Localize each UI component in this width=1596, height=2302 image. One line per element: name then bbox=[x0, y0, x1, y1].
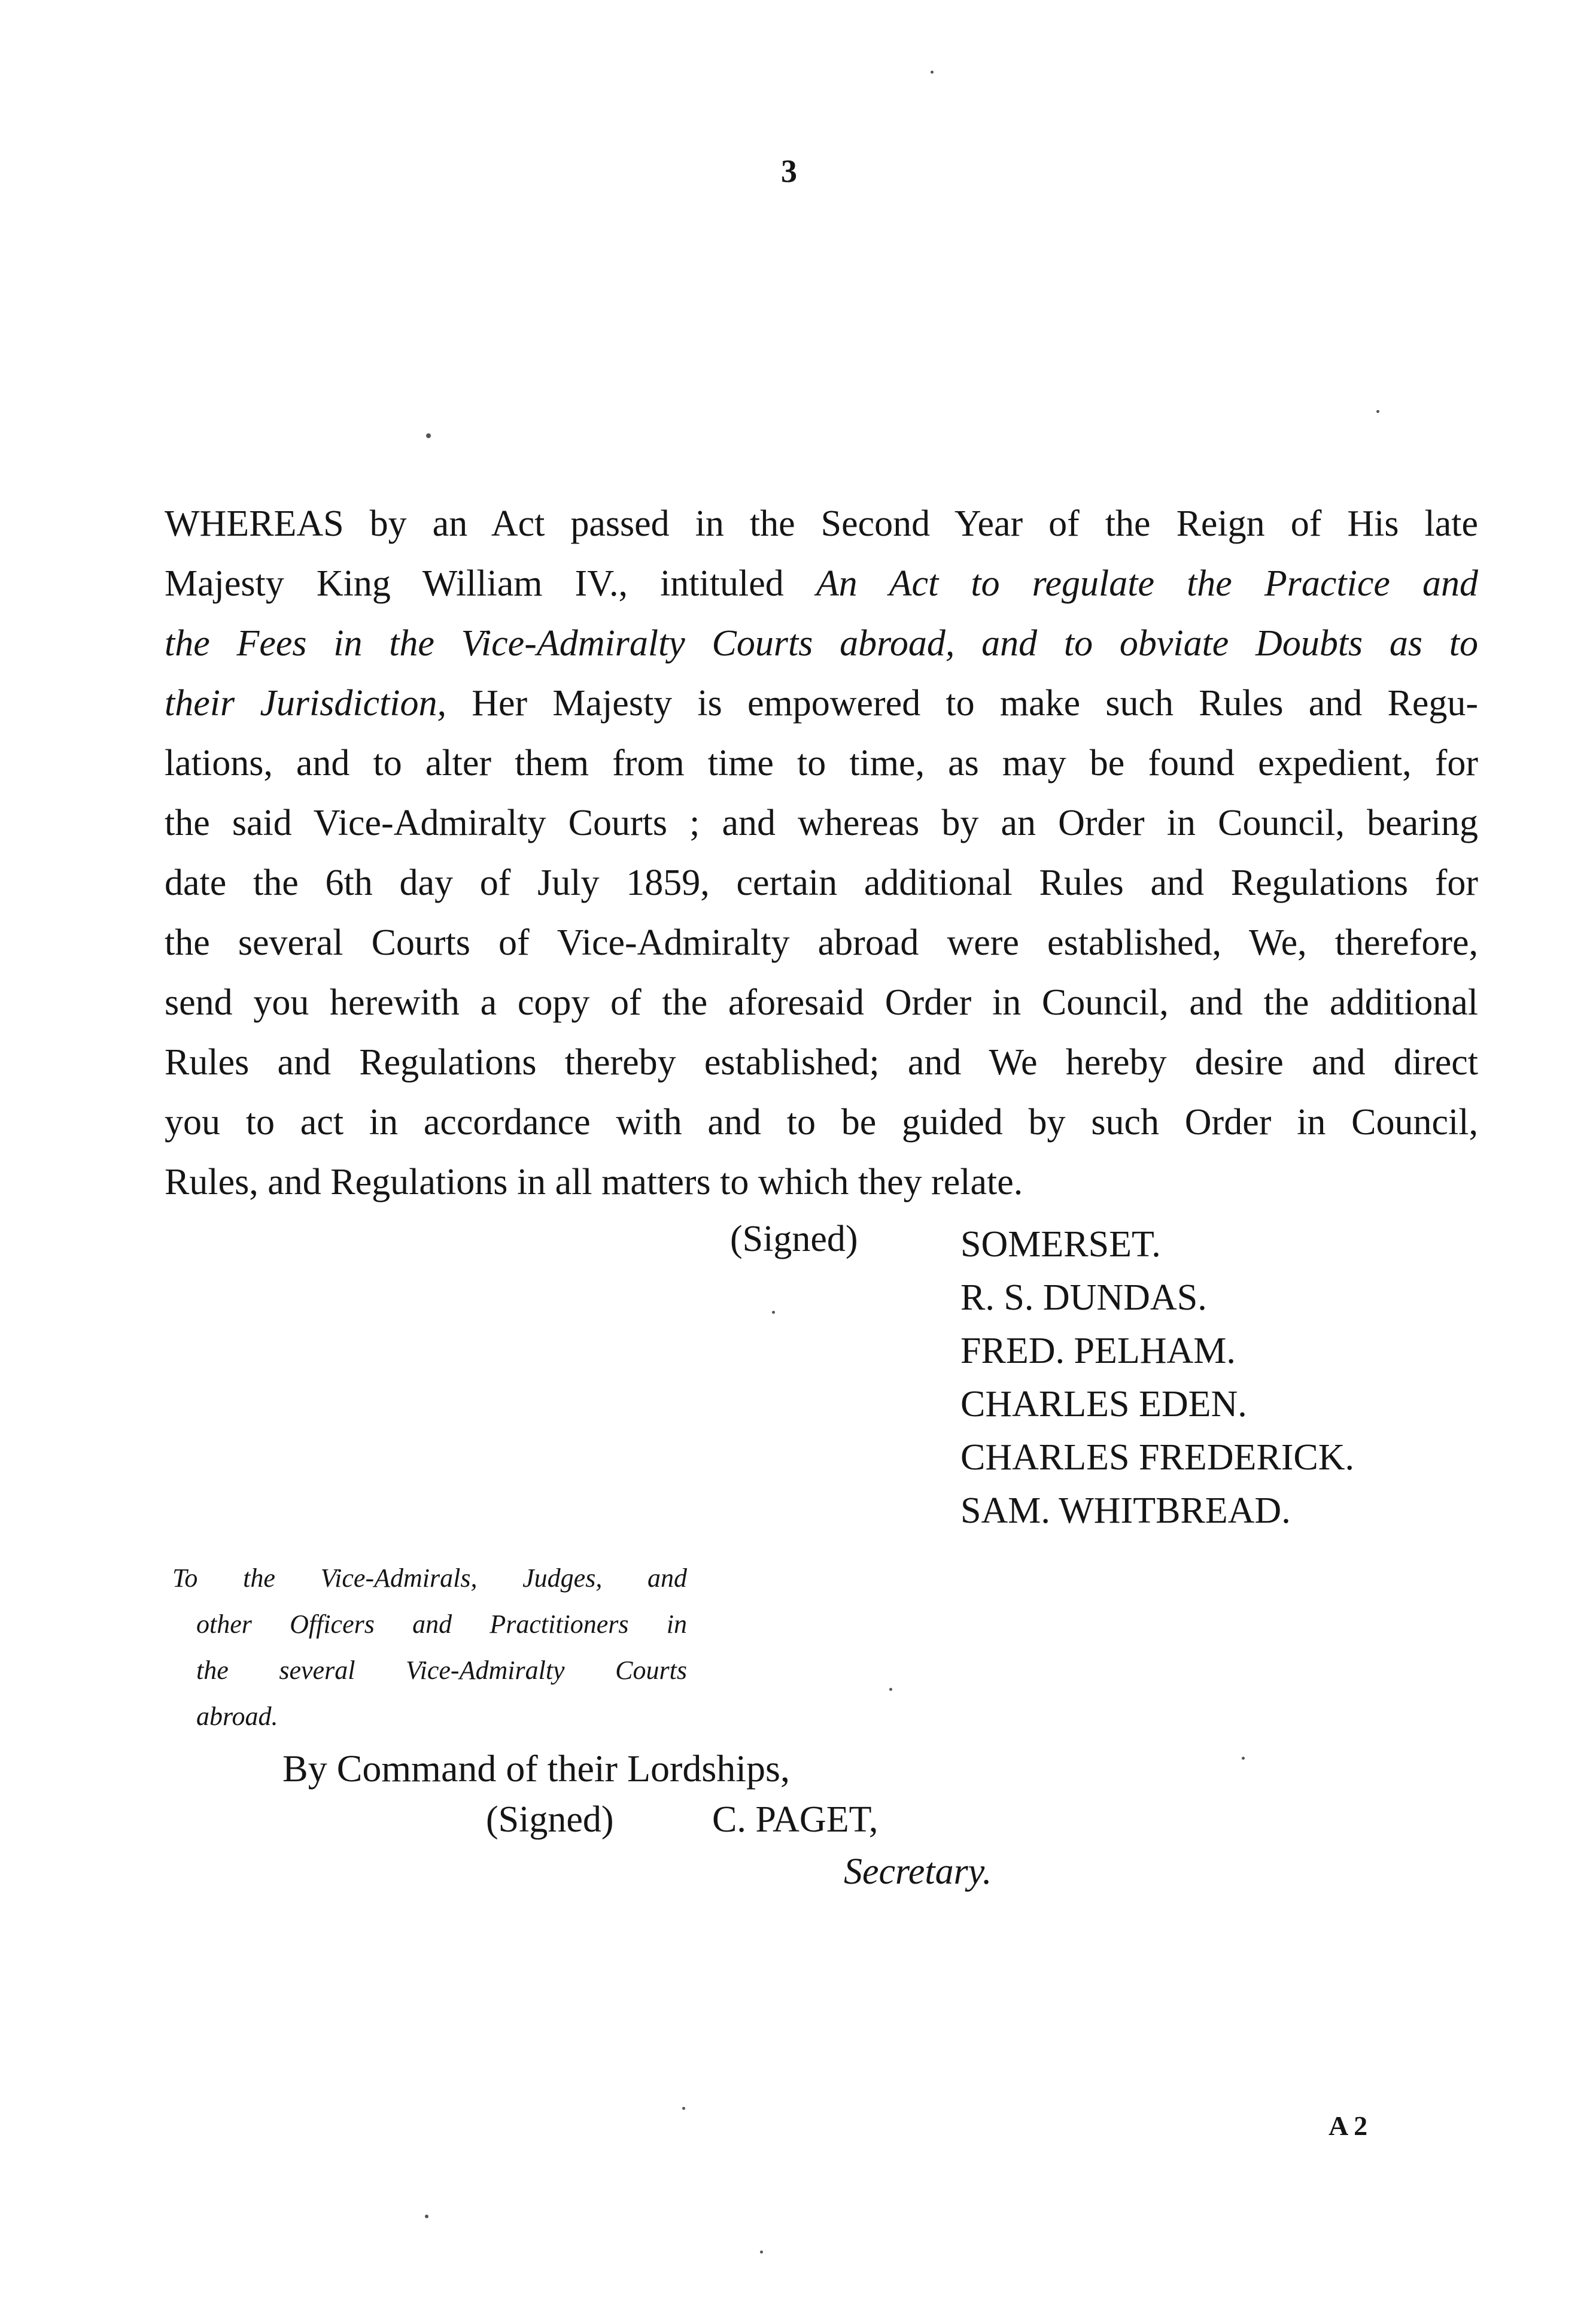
body-line-12: Rules, and Regulations in all matters to which they relate. bbox=[165, 1162, 1023, 1202]
paper-speck bbox=[772, 1311, 775, 1314]
paper-speck bbox=[889, 1688, 892, 1691]
secretary-title: Secretary. bbox=[844, 1851, 992, 1892]
body-paragraph bbox=[165, 494, 1478, 1212]
act-title-italic-1: An Act to regulate the Practice and bbox=[816, 563, 1478, 604]
body-line-10: Rules and Regulations thereby established; and We hereby desire and direct bbox=[165, 1042, 1478, 1083]
signatory-name: R. S. DUNDAS. bbox=[960, 1277, 1207, 1318]
body-line-1: WHEREAS by an Act passed in the Second Year of the Reign of His late bbox=[165, 503, 1478, 544]
command-line: By Command of their Lordships, bbox=[282, 1747, 790, 1790]
secretary-name: C. PAGET, bbox=[712, 1799, 878, 1840]
paper-speck bbox=[1376, 410, 1379, 413]
page-number: 3 bbox=[781, 153, 797, 189]
paper-speck bbox=[1242, 1757, 1245, 1760]
signatory-name: SAM. WHITBREAD. bbox=[960, 1490, 1291, 1531]
signatory-list bbox=[960, 1218, 1354, 1538]
signature-mark: A 2 bbox=[1329, 2110, 1368, 2141]
paper-speck bbox=[682, 2107, 685, 2110]
signatory-name: FRED. PELHAM. bbox=[960, 1331, 1236, 1371]
body-line-11: you to act in accordance with and to be guided by such Order in Council, bbox=[165, 1102, 1478, 1143]
body-line-6: the said Vice-Admiralty Courts ; and whereas by an Order in Council, bearing bbox=[165, 803, 1478, 843]
act-title-italic-3: their Jurisdiction, bbox=[165, 683, 447, 724]
body-line-2: Majesty King William IV., intituled An Act to regulate the Practice and bbox=[165, 563, 1478, 604]
body-line-4: their Jurisdiction, Her Majesty is empowered to make such Rules and Regu- bbox=[165, 683, 1478, 724]
body-line-9: send you herewith a copy of the aforesaid Order in Council, and the additional bbox=[165, 982, 1478, 1023]
address-line: abroad. bbox=[196, 1702, 278, 1731]
address-line: the several Vice-Admiralty Courts bbox=[196, 1656, 687, 1685]
paper-speck bbox=[760, 2251, 763, 2254]
paper-speck bbox=[425, 2215, 428, 2218]
address-line: To the Vice-Admirals, Judges, and bbox=[172, 1563, 687, 1593]
signed-label: (Signed) bbox=[730, 1219, 858, 1259]
signatory-name: SOMERSET. bbox=[960, 1224, 1161, 1265]
paper-speck bbox=[931, 71, 934, 74]
act-title-italic-2: the Fees in the Vice-Admiralty Courts abroad, and to obviate Doubts as to bbox=[165, 623, 1478, 664]
body-line-3 bbox=[165, 614, 1478, 673]
signatory-name: CHARLES FREDERICK. bbox=[960, 1437, 1354, 1478]
address-line: other Officers and Practitioners in bbox=[196, 1609, 687, 1639]
signatory-name: CHARLES EDEN. bbox=[960, 1384, 1247, 1425]
paper-speck bbox=[426, 433, 431, 438]
body-line-8: the several Courts of Vice-Admiralty abroad were established, We, therefore, bbox=[165, 922, 1478, 963]
command-signed-label: (Signed) bbox=[486, 1799, 614, 1840]
address-block bbox=[172, 1555, 687, 1739]
body-line-7: date the 6th day of July 1859, certain additional Rules and Regulations for bbox=[165, 863, 1478, 903]
body-line-5: lations, and to alter them from time to time, as may be found expedient, for bbox=[165, 743, 1478, 783]
